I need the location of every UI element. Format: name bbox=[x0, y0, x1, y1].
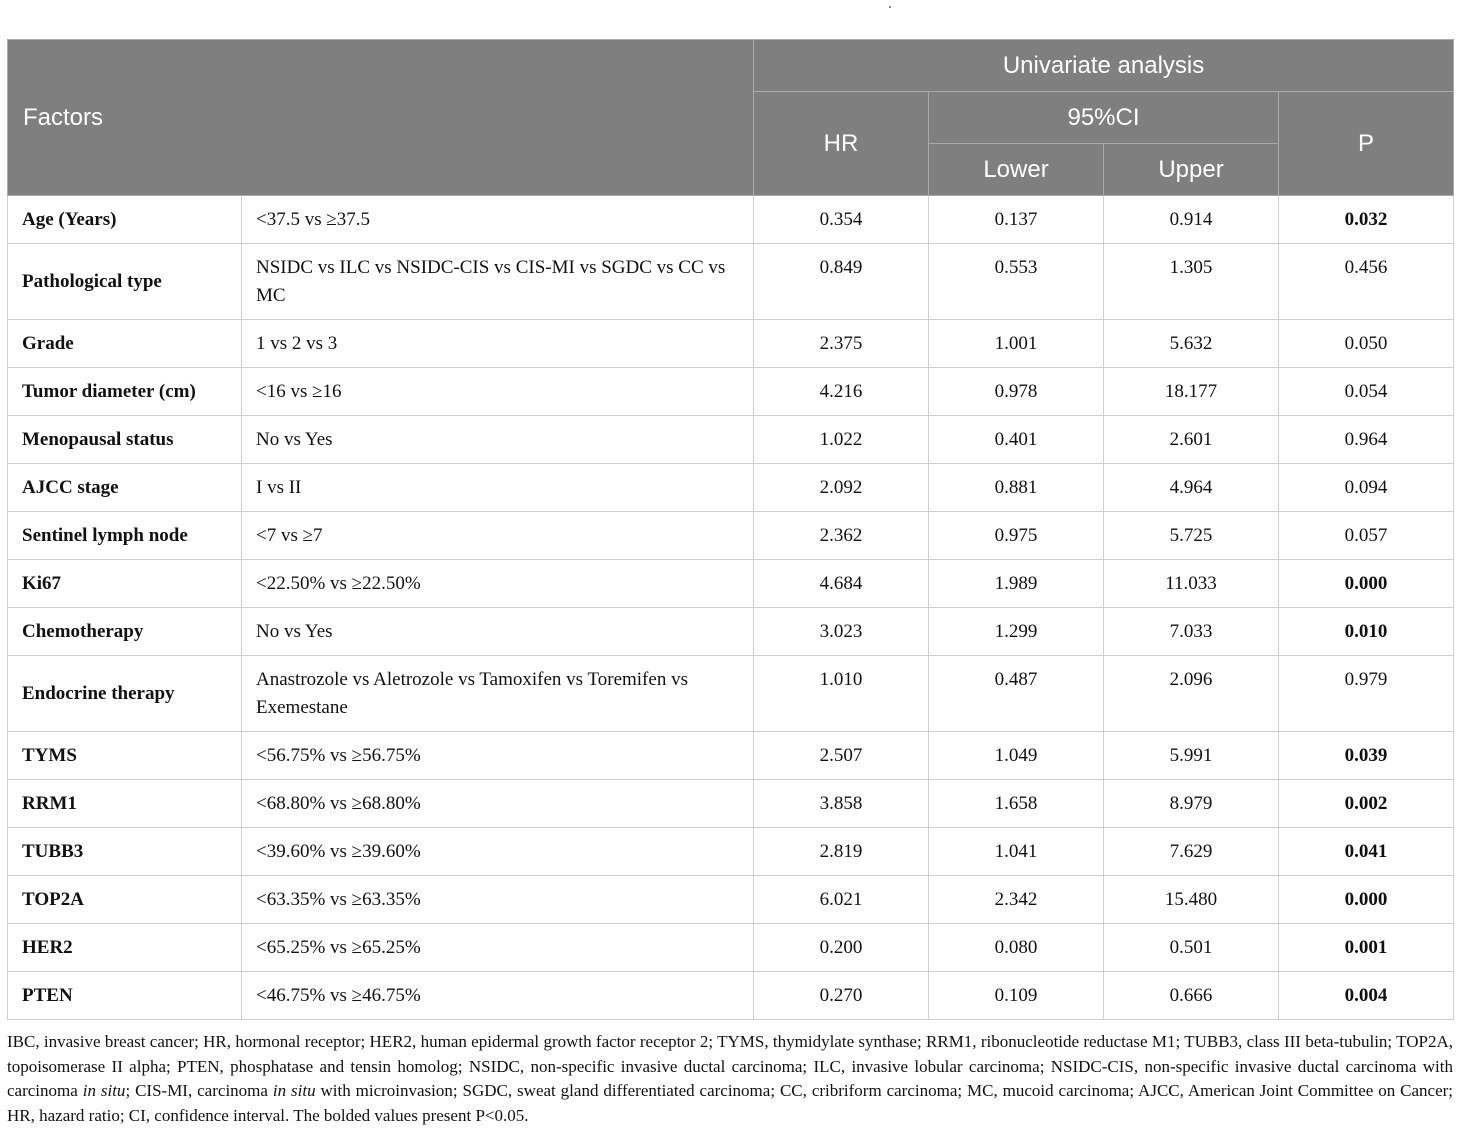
ci-lower-cell: 2.342 bbox=[929, 876, 1104, 924]
p-value-cell: 0.001 bbox=[1279, 924, 1454, 972]
hr-cell: 2.092 bbox=[754, 464, 929, 512]
footnote-italic-2: in situ bbox=[272, 1081, 316, 1100]
footnote-text-2: ; CIS-MI, carcinoma bbox=[125, 1081, 273, 1100]
ci-lower-cell: 0.553 bbox=[929, 244, 1104, 320]
table-header bbox=[8, 40, 1454, 196]
hr-cell: 4.684 bbox=[754, 560, 929, 608]
table-row bbox=[8, 828, 1454, 876]
ci-upper-cell: 11.033 bbox=[1104, 560, 1279, 608]
p-value-cell: 0.002 bbox=[1279, 780, 1454, 828]
hr-cell: 3.858 bbox=[754, 780, 929, 828]
table-row bbox=[8, 512, 1454, 560]
p-value-cell: 0.050 bbox=[1279, 320, 1454, 368]
ci-lower-cell: 1.049 bbox=[929, 732, 1104, 780]
factor-cell: Pathological type bbox=[8, 244, 242, 320]
table-row bbox=[8, 656, 1454, 732]
p-value-cell: 0.094 bbox=[1279, 464, 1454, 512]
ci-lower-cell: 0.978 bbox=[929, 368, 1104, 416]
hr-cell: 0.270 bbox=[754, 972, 929, 1020]
table-row bbox=[8, 780, 1454, 828]
ci-upper-cell: 2.601 bbox=[1104, 416, 1279, 464]
header-lower: Lower bbox=[929, 144, 1104, 196]
ci-lower-cell: 0.487 bbox=[929, 656, 1104, 732]
footnote-text-3: with microinvasion; SGDC, sweat gland differentiated carcinoma; CC, cribriform carcinoma; MC, mucoid carcinoma; AJCC, American Joint Committee on Cancer; HR, hazard ratio; CI, confidence interval. The bolded values present P<0.05. bbox=[7, 1081, 1454, 1125]
p-value-cell: 0.010 bbox=[1279, 608, 1454, 656]
comparison-cell: <56.75% vs ≥56.75% bbox=[242, 732, 754, 780]
p-value-cell: 0.057 bbox=[1279, 512, 1454, 560]
ci-upper-cell: 0.501 bbox=[1104, 924, 1279, 972]
hr-cell: 3.023 bbox=[754, 608, 929, 656]
table-row bbox=[8, 320, 1454, 368]
table-row bbox=[8, 876, 1454, 924]
ci-lower-cell: 0.975 bbox=[929, 512, 1104, 560]
comparison-cell: 1 vs 2 vs 3 bbox=[242, 320, 754, 368]
ci-upper-cell: 4.964 bbox=[1104, 464, 1279, 512]
hr-cell: 1.022 bbox=[754, 416, 929, 464]
p-value-cell: 0.054 bbox=[1279, 368, 1454, 416]
ci-lower-cell: 1.041 bbox=[929, 828, 1104, 876]
hr-cell: 0.354 bbox=[754, 196, 929, 244]
hr-cell: 4.216 bbox=[754, 368, 929, 416]
p-value-cell: 0.032 bbox=[1279, 196, 1454, 244]
comparison-cell: <16 vs ≥16 bbox=[242, 368, 754, 416]
factor-cell: TYMS bbox=[8, 732, 242, 780]
hr-cell: 0.200 bbox=[754, 924, 929, 972]
hr-cell: 2.819 bbox=[754, 828, 929, 876]
ci-lower-cell: 1.658 bbox=[929, 780, 1104, 828]
hr-cell: 2.375 bbox=[754, 320, 929, 368]
comparison-cell: I vs II bbox=[242, 464, 754, 512]
comparison-cell: <63.35% vs ≥63.35% bbox=[242, 876, 754, 924]
ci-lower-cell: 0.137 bbox=[929, 196, 1104, 244]
table-row bbox=[8, 416, 1454, 464]
header-hr: HR bbox=[754, 92, 929, 196]
factor-cell: Ki67 bbox=[8, 560, 242, 608]
ci-upper-cell: 7.033 bbox=[1104, 608, 1279, 656]
factor-cell: Chemotherapy bbox=[8, 608, 242, 656]
factor-cell: PTEN bbox=[8, 972, 242, 1020]
factor-cell: RRM1 bbox=[8, 780, 242, 828]
comparison-cell: <39.60% vs ≥39.60% bbox=[242, 828, 754, 876]
factor-cell: AJCC stage bbox=[8, 464, 242, 512]
ci-lower-cell: 0.109 bbox=[929, 972, 1104, 1020]
ci-upper-cell: 2.096 bbox=[1104, 656, 1279, 732]
table-body bbox=[8, 196, 1454, 1020]
factor-cell: Sentinel lymph node bbox=[8, 512, 242, 560]
ci-upper-cell: 5.725 bbox=[1104, 512, 1279, 560]
p-value-cell: 0.039 bbox=[1279, 732, 1454, 780]
factor-cell: Grade bbox=[8, 320, 242, 368]
table-footnote bbox=[7, 1030, 1453, 1128]
table-row bbox=[8, 972, 1454, 1020]
ci-lower-cell: 1.001 bbox=[929, 320, 1104, 368]
table-row bbox=[8, 244, 1454, 320]
hr-cell: 1.010 bbox=[754, 656, 929, 732]
table-row bbox=[8, 732, 1454, 780]
ci-upper-cell: 7.629 bbox=[1104, 828, 1279, 876]
p-value-cell: 0.979 bbox=[1279, 656, 1454, 732]
p-value-cell: 0.000 bbox=[1279, 560, 1454, 608]
hr-cell: 0.849 bbox=[754, 244, 929, 320]
ci-lower-cell: 0.401 bbox=[929, 416, 1104, 464]
footnote-italic-1: in situ bbox=[82, 1081, 126, 1100]
univariate-analysis-table bbox=[7, 39, 1454, 1020]
p-value-cell: 0.004 bbox=[1279, 972, 1454, 1020]
comparison-cell: <65.25% vs ≥65.25% bbox=[242, 924, 754, 972]
header-factors: Factors bbox=[8, 40, 754, 196]
header-univariate-analysis: Univariate analysis bbox=[754, 40, 1454, 92]
factor-cell: Tumor diameter (cm) bbox=[8, 368, 242, 416]
p-value-cell: 0.456 bbox=[1279, 244, 1454, 320]
comparison-cell: <68.80% vs ≥68.80% bbox=[242, 780, 754, 828]
ci-lower-cell: 0.881 bbox=[929, 464, 1104, 512]
header-95ci: 95%CI bbox=[929, 92, 1279, 144]
ci-upper-cell: 15.480 bbox=[1104, 876, 1279, 924]
table-row bbox=[8, 608, 1454, 656]
factor-cell: TOP2A bbox=[8, 876, 242, 924]
factor-cell: TUBB3 bbox=[8, 828, 242, 876]
ci-upper-cell: 8.979 bbox=[1104, 780, 1279, 828]
table-row bbox=[8, 560, 1454, 608]
comparison-cell: Anastrozole vs Aletrozole vs Tamoxifen vs Toremifen vs Exemestane bbox=[242, 656, 754, 732]
factor-cell: Age (Years) bbox=[8, 196, 242, 244]
ci-lower-cell: 1.989 bbox=[929, 560, 1104, 608]
comparison-cell: No vs Yes bbox=[242, 608, 754, 656]
factor-cell: Endocrine therapy bbox=[8, 656, 242, 732]
comparison-cell: NSIDC vs ILC vs NSIDC-CIS vs CIS-MI vs SGDC vs CC vs MC bbox=[242, 244, 754, 320]
factor-cell: HER2 bbox=[8, 924, 242, 972]
page-dot bbox=[889, 6, 891, 8]
comparison-cell: <7 vs ≥7 bbox=[242, 512, 754, 560]
ci-upper-cell: 0.666 bbox=[1104, 972, 1279, 1020]
p-value-cell: 0.041 bbox=[1279, 828, 1454, 876]
comparison-cell: <37.5 vs ≥37.5 bbox=[242, 196, 754, 244]
p-value-cell: 0.000 bbox=[1279, 876, 1454, 924]
ci-upper-cell: 0.914 bbox=[1104, 196, 1279, 244]
hr-cell: 6.021 bbox=[754, 876, 929, 924]
comparison-cell: <46.75% vs ≥46.75% bbox=[242, 972, 754, 1020]
factor-cell: Menopausal status bbox=[8, 416, 242, 464]
hr-cell: 2.507 bbox=[754, 732, 929, 780]
table-row bbox=[8, 464, 1454, 512]
p-value-cell: 0.964 bbox=[1279, 416, 1454, 464]
hr-cell: 2.362 bbox=[754, 512, 929, 560]
ci-upper-cell: 18.177 bbox=[1104, 368, 1279, 416]
ci-upper-cell: 5.991 bbox=[1104, 732, 1279, 780]
ci-upper-cell: 5.632 bbox=[1104, 320, 1279, 368]
header-upper: Upper bbox=[1104, 144, 1279, 196]
table-row bbox=[8, 924, 1454, 972]
ci-lower-cell: 0.080 bbox=[929, 924, 1104, 972]
footnote-text-1: IBC, invasive breast cancer; HR, hormonal receptor; HER2, human epidermal growth factor receptor 2; TYMS, thymidylate synthase; RRM1, ribonucleotide reductase M1; TUBB3, class III beta-tubulin; TOP2A, topoisomerase II alpha; PTEN, phosphatase and tensin homolog; NSIDC, non-specific invasive ductal carcinoma; ILC, invasive lobular carcinoma; NSIDC-CIS, non-specific invasive ductal carcinoma with carcinoma bbox=[7, 1032, 1453, 1100]
comparison-cell: No vs Yes bbox=[242, 416, 754, 464]
ci-upper-cell: 1.305 bbox=[1104, 244, 1279, 320]
ci-lower-cell: 1.299 bbox=[929, 608, 1104, 656]
table-row bbox=[8, 368, 1454, 416]
header-p: P bbox=[1279, 92, 1454, 196]
table-row bbox=[8, 196, 1454, 244]
comparison-cell: <22.50% vs ≥22.50% bbox=[242, 560, 754, 608]
